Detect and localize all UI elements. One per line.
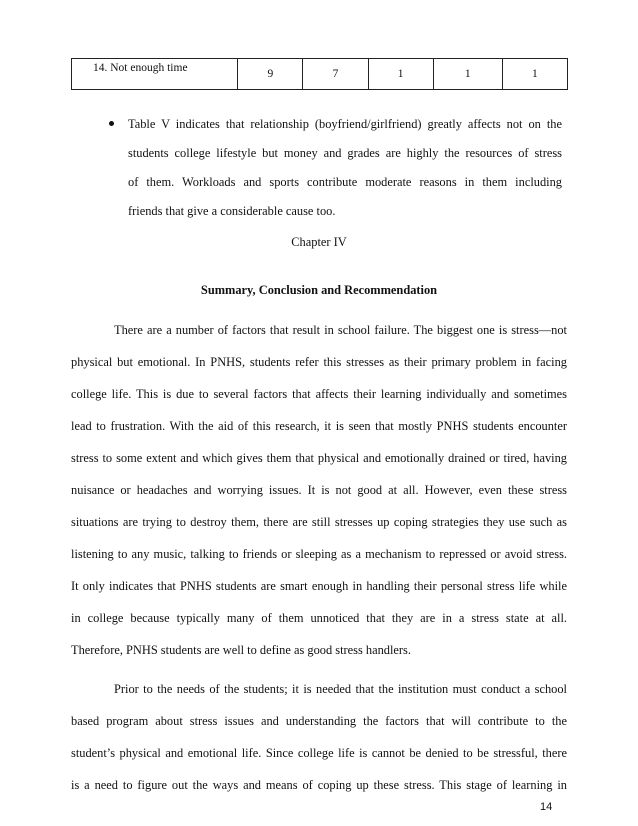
paragraph-line: college life. This is due to several factors that affects their learning individually and sometimes [71, 387, 567, 401]
paragraph-line: stress to some extent and which gives them that physical and emotionally drained or tired, having [71, 451, 567, 465]
table-cell-value: 7 [303, 59, 368, 90]
paragraph-line: physical but emotional. In PNHS, students refer this stresses as their primary problem in facing [71, 355, 567, 369]
paragraph-line: situations are trying to destroy them, there are still stresses up coping strategies they use such as [71, 515, 567, 529]
table-cell-item: 14. Not enough time [72, 59, 238, 90]
bullet-paragraph-line: friends that give a considerable cause too. [128, 204, 336, 218]
table-cell-value: 1 [433, 59, 502, 90]
chapter-title: Chapter IV [291, 235, 347, 249]
paragraph-line: Prior to the needs of the students; it is needed that the institution must conduct a school [114, 682, 567, 696]
section-title: Summary, Conclusion and Recommendation [200, 283, 438, 297]
paragraph-line: student’s physical and emotional life. Since college life is cannot be denied to be stressful, there [71, 746, 567, 760]
paragraph-line: is a need to figure out the ways and means of coping up these stress. This stage of learning in [71, 778, 567, 792]
results-table-fragment [71, 58, 568, 90]
paragraph-line: nuisance or headaches and worrying issues. It is not good at all. However, even these stress [71, 483, 567, 497]
paragraph-line: Therefore, PNHS students are well to define as good stress handlers. [71, 643, 411, 657]
table-cell-value: 9 [238, 59, 303, 90]
paragraph-line: in college because typically many of them unnoticed that they are in a stress state at all. [71, 611, 567, 625]
paragraph-line: listening to any music, talking to friends or sleeping as a mechanism to repressed or avoid stress. [71, 547, 567, 561]
page-number: 14 [540, 801, 553, 813]
bullet-paragraph-line: students college lifestyle but money and grades are highly the resources of stress [128, 146, 562, 160]
table-row [72, 59, 568, 90]
bullet-paragraph-line: of them. Workloads and sports contribute moderate reasons in them including [128, 175, 562, 189]
paragraph-line: based program about stress issues and understanding the factors that will contribute to the [71, 714, 567, 728]
paragraph-line: lead to frustration. With the aid of this research, it is seen that mostly PNHS students encounter [71, 419, 567, 433]
table-cell-value: 1 [502, 59, 567, 90]
paragraph-line: It only indicates that PNHS students are smart enough in handling their personal stress life while [71, 579, 567, 593]
paragraph-line: There are a number of factors that result in school failure. The biggest one is stress—not [114, 323, 567, 337]
bullet-point-icon [109, 121, 114, 126]
table-cell-value: 1 [368, 59, 433, 90]
bullet-paragraph-line: Table V indicates that relationship (boyfriend/girlfriend) greatly affects not on the [128, 117, 562, 131]
